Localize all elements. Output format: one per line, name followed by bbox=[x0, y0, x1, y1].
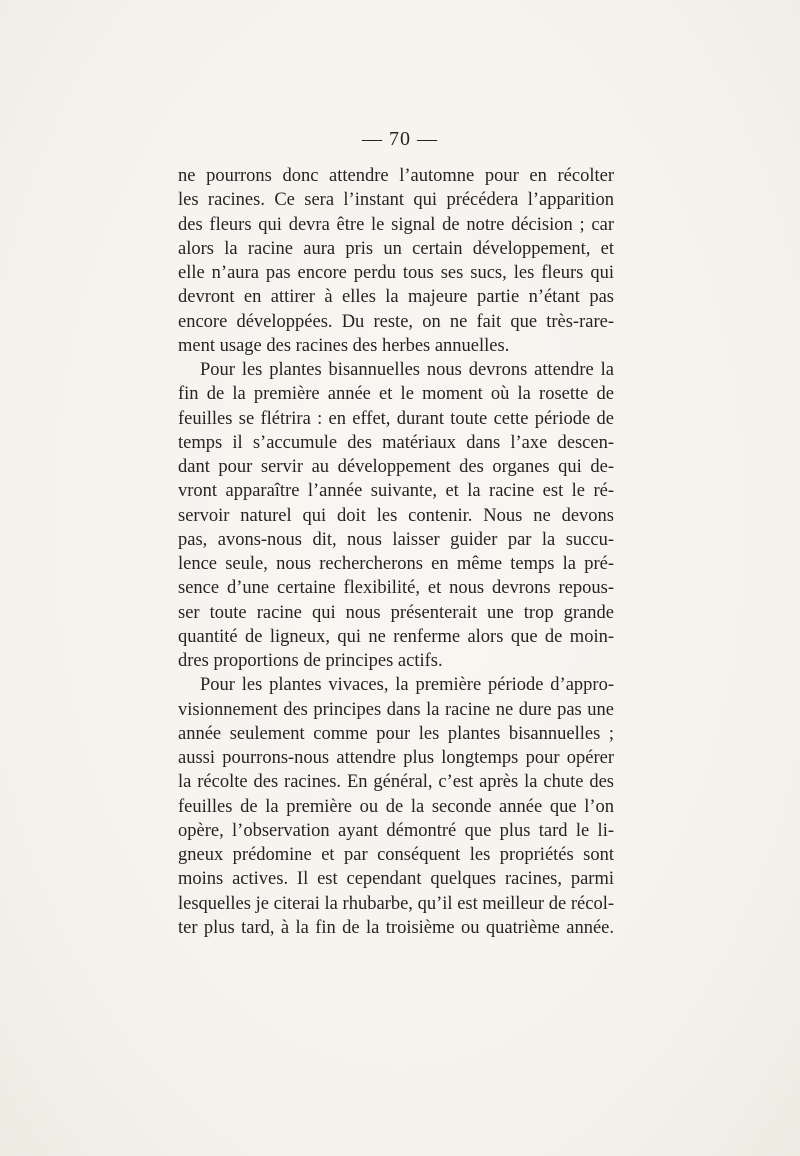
paragraph bbox=[178, 358, 614, 673]
body-text bbox=[178, 164, 614, 940]
text-line: dres proportions de principes actifs. bbox=[178, 651, 443, 671]
text-line: feuilles se flétrira : en effet, durant toute cette période de bbox=[178, 408, 614, 429]
text-line: les racines. Ce sera l’instant qui précédera l’apparition bbox=[178, 190, 614, 211]
text-line: moins actives. Il est cependant quelques racines, parmi bbox=[178, 869, 614, 890]
text-line: visionnement des principes dans la racine ne dure pas une bbox=[178, 699, 614, 720]
text-line: pas, avons-nous dit, nous laisser guider par la succu- bbox=[178, 529, 614, 550]
text-line: lesquelles je citerai la rhubarbe, qu’il est meilleur de récol- bbox=[178, 893, 614, 914]
text-line: fin de la première année et le moment où la rosette de bbox=[178, 384, 614, 405]
text-line: ter plus tard, à la fin de la troisième ou quatrième année. bbox=[178, 917, 614, 938]
text-line: dant pour servir au développement des organes qui de- bbox=[178, 457, 614, 477]
paragraph bbox=[178, 164, 614, 358]
text-line: ne pourrons donc attendre l’automne pour en récolter bbox=[178, 166, 614, 186]
text-line: ment usage des racines des herbes annuelles. bbox=[178, 335, 510, 356]
text-line: elle n’aura pas encore perdu tous ses sucs, les fleurs qui bbox=[178, 263, 614, 283]
text-line: année seulement comme pour les plantes bisannuelles ; bbox=[178, 723, 614, 744]
text-line: Pour les plantes bisannuelles nous devrons attendre la bbox=[200, 360, 614, 380]
text-line: alors la racine aura pris un certain développement, et bbox=[178, 238, 614, 259]
text-line: la récolte des racines. En général, c’est après la chute des bbox=[178, 772, 614, 793]
text-line: temps il s’accumule des matériaux dans l’axe descen- bbox=[178, 432, 614, 453]
text-line: gneux prédomine et par conséquent les propriétés sont bbox=[178, 845, 614, 865]
text-line: ser toute racine qui nous présenterait une trop grande bbox=[178, 602, 614, 623]
text-line: lence seule, nous rechercherons en même temps la pré- bbox=[178, 554, 614, 574]
text-line: opère, l’observation ayant démontré que plus tard le li- bbox=[178, 820, 614, 841]
text-line: servoir naturel qui doit les contenir. Nous ne devons bbox=[178, 505, 614, 526]
text-line: aussi pourrons-nous attendre plus longtemps pour opérer bbox=[178, 748, 614, 768]
text-line: des fleurs qui devra être le signal de notre décision ; car bbox=[178, 214, 614, 235]
text-line: encore développées. Du reste, on ne fait que très-rare- bbox=[178, 311, 614, 332]
text-line: feuilles de la première ou de la seconde année que l’on bbox=[178, 796, 614, 817]
text-line: vront apparaître l’année suivante, et la racine est le ré- bbox=[178, 481, 614, 502]
page-number: — 70 — bbox=[362, 128, 438, 150]
text-line: Pour les plantes vivaces, la première période d’appro- bbox=[200, 675, 614, 696]
text-line: devront en attirer à elles la majeure partie n’étant pas bbox=[178, 287, 614, 308]
text-line: quantité de ligneux, qui ne renferme alors que de moin- bbox=[178, 626, 614, 647]
text-line: sence d’une certaine flexibilité, et nous devrons repous- bbox=[178, 578, 614, 599]
paragraph bbox=[178, 673, 614, 940]
